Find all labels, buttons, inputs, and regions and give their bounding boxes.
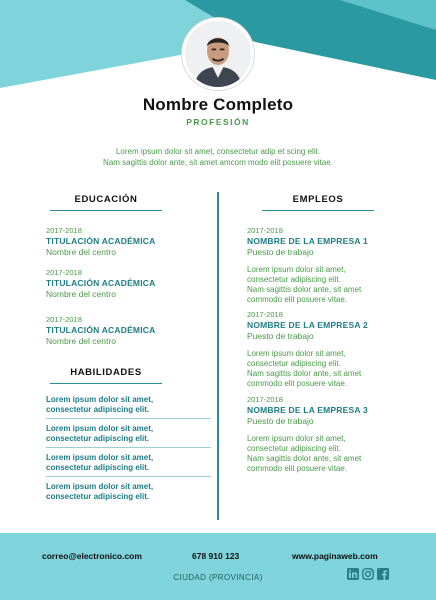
education-degree: TITULACIÓN ACADÉMICA (46, 236, 156, 246)
city: CIUDAD (PROVINCIA) (173, 573, 263, 582)
education-title: EDUCACIÓN (50, 194, 162, 211)
job-years: 2017-2018 (247, 226, 283, 235)
education-item (46, 226, 211, 258)
phone-number: 678 910 123 (192, 551, 240, 561)
education-center: Nombre del centro (46, 247, 116, 257)
skills-title: HABILIDADES (50, 367, 162, 384)
skill-line: consectetur adipiscing elit. (46, 463, 150, 472)
intro-line: Nam sagittis dolor ante, sit amet amcom modo elit posuere vitae. (103, 158, 333, 167)
column-divider (217, 192, 219, 520)
skill-line: Lorem ipsum dolor sit amet, (46, 395, 154, 404)
skill-item (46, 395, 211, 419)
profession: PROFESIÓN (186, 117, 250, 127)
education-center: Nombre del centro (46, 289, 116, 299)
facebook-icon[interactable] (377, 568, 389, 580)
job-desc-line: Nam sagittis dolor ante, sit amet (247, 285, 362, 294)
email-link[interactable]: correo@electronico.com (42, 551, 142, 561)
education-item (46, 315, 211, 347)
person-photo-icon (185, 21, 251, 87)
education-years: 2017-2018 (46, 315, 82, 324)
job-desc-line: Lorem ipsum dolor sit amet, (247, 434, 346, 443)
job-desc-line: Nam sagittis dolor ante, sit amet (247, 454, 362, 463)
job-company: NOMBRE DE LA EMPRESA 2 (247, 320, 368, 330)
instagram-icon[interactable] (362, 568, 374, 580)
full-name: Nombre Completo (142, 95, 294, 114)
education-center: Nombre del centro (46, 336, 116, 346)
skill-line: Lorem ipsum dolor sit amet, (46, 453, 154, 462)
job-company: NOMBRE DE LA EMPRESA 3 (247, 405, 368, 415)
job-desc-line: consectetur adipiscing elit. (247, 275, 341, 284)
linkedin-icon[interactable] (347, 568, 359, 580)
education-degree: TITULACIÓN ACADÉMICA (46, 325, 156, 335)
job-position: Puesto de trabajo (247, 416, 314, 426)
jobs-title: EMPLEOS (262, 194, 374, 211)
profile-photo (182, 18, 254, 90)
job-desc-line: commodo elit posuere vitae. (247, 379, 348, 388)
skill-line: consectetur adipiscing elit. (46, 492, 150, 501)
footer (0, 533, 436, 600)
job-desc-line: consectetur adipiscing elit. (247, 359, 341, 368)
skill-line: consectetur adipiscing elit. (46, 405, 150, 414)
job-position: Puesto de trabajo (247, 331, 314, 341)
skill-item (46, 453, 211, 477)
job-desc-line: Lorem ipsum dolor sit amet, (247, 349, 346, 358)
job-company: NOMBRE DE LA EMPRESA 1 (247, 236, 368, 246)
job-desc-line: commodo elit posuere vitae. (247, 295, 348, 304)
job-years: 2017-2018 (247, 395, 283, 404)
skill-line: Lorem ipsum dolor sit amet, (46, 482, 154, 491)
job-desc-line: commodo elit posuere vitae. (247, 464, 348, 473)
job-position: Puesto de trabajo (247, 247, 314, 257)
education-years: 2017-2018 (46, 226, 82, 235)
education-years: 2017-2018 (46, 268, 82, 277)
job-description (247, 349, 397, 389)
job-item (247, 310, 397, 389)
skill-line: Lorem ipsum dolor sit amet, (46, 424, 154, 433)
skill-line: consectetur adipiscing elit. (46, 434, 150, 443)
job-desc-line: consectetur adipiscing elit. (247, 444, 341, 453)
job-description (247, 434, 397, 474)
job-years: 2017-2018 (247, 310, 283, 319)
skill-item (46, 482, 211, 505)
skills-list (46, 395, 211, 510)
education-item (46, 268, 211, 300)
education-degree: TITULACIÓN ACADÉMICA (46, 278, 156, 288)
intro-line: Lorem ipsum dolor sit amet, consectetur adip et scing elit. (115, 147, 321, 156)
job-desc-line: Lorem ipsum dolor sit amet, (247, 265, 346, 274)
job-description (247, 265, 397, 305)
skill-item (46, 424, 211, 448)
intro-text (40, 146, 396, 168)
job-desc-line: Nam sagittis dolor ante, sit amet (247, 369, 362, 378)
job-item (247, 226, 397, 305)
job-item (247, 395, 397, 474)
website-link[interactable]: www.paginaweb.com (292, 551, 378, 561)
